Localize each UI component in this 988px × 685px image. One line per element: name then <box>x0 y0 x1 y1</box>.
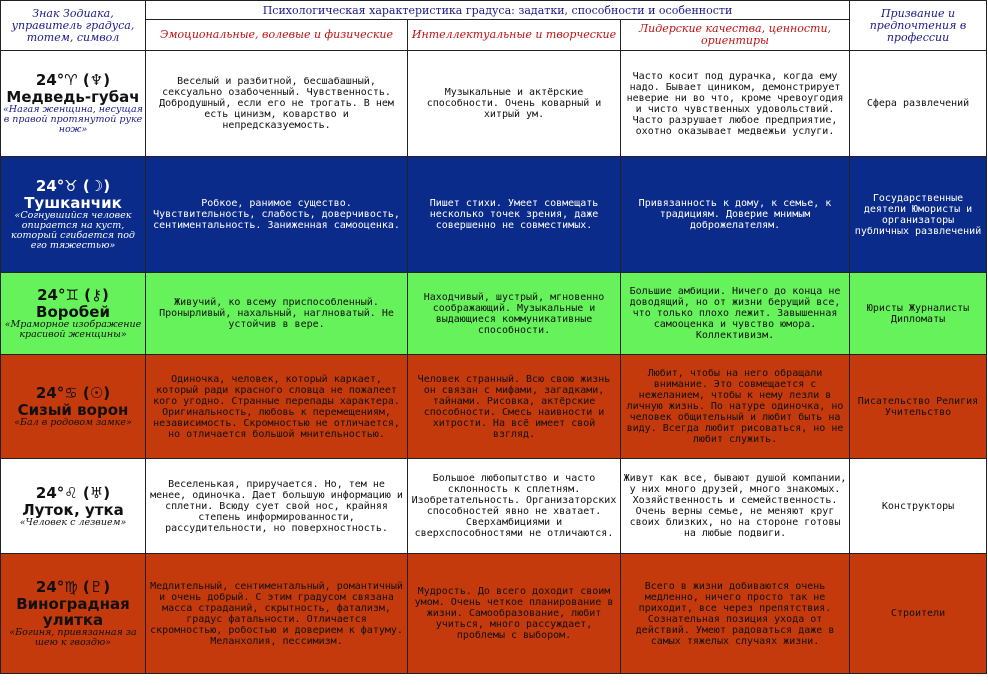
degree-symbol: 24°♋ (☉) <box>35 384 111 402</box>
degree-symbol: 24°♌ (♅) <box>35 483 111 502</box>
intellectual-cell: Пишет стихи. Умеет совмещать несколько точек зрения, даже совершенно не совместимых. <box>408 157 621 273</box>
leadership-cell: Большие амбиции. Ничего до конца не доводящий, но от жизни берущий все, что только плохо лежит. Завышенная самооценка и чувство юмора. Коллективизм. <box>621 273 850 355</box>
sign-cell <box>1 273 146 355</box>
totem-symbol: «Мраморное изображение красивой женщины» <box>4 319 142 340</box>
degree-row <box>1 51 987 157</box>
profession-cell: Писательство Религия Учительство <box>850 355 987 459</box>
totem-symbol: «Бал в родовом замке» <box>14 417 132 428</box>
header-emotional: Эмоциональные, волевые и физические <box>146 20 408 51</box>
degree-symbol: 24°♊ (⚷) <box>37 286 109 304</box>
degree-symbol: 24°♈ (♆) <box>35 71 111 89</box>
header-profession-column: Призвание и предпочтения в профессии <box>850 1 987 51</box>
degree-row <box>1 459 987 554</box>
profession-cell: Конструкторы <box>850 459 987 554</box>
totem-name: Медведь-губач <box>6 88 140 106</box>
totem-symbol: «Согнувшийся человек опирается на куст, который сгибается под его тяжестью» <box>11 210 135 251</box>
degree-row <box>1 157 987 273</box>
totem-symbol: «Человек с лезвием» <box>19 516 127 528</box>
header-leadership: Лидерские качества, ценности, ориентиры <box>621 20 850 51</box>
totem-symbol: «Нагая женщина, несущая в правой протянутой руке нож» <box>3 104 143 135</box>
degree-symbol: 24°♉ (☽) <box>35 177 111 195</box>
degree-row <box>1 355 987 459</box>
sign-cell <box>1 157 146 273</box>
intellectual-cell: Человек странный. Всю свою жизнь он связан с мифами, загадками, тайнами. Рисовка, актёрские способности. Смесь наивности и хитрости. На всё имеет свой взгляд. <box>408 355 621 459</box>
header-row-sub <box>1 20 987 51</box>
leadership-cell: Привязанность к дому, к семье, к традициям. Доверие мнимым доброжелателям. <box>621 157 850 273</box>
sign-cell <box>1 554 146 674</box>
header-intellectual: Интеллектуальные и творческие <box>408 20 621 51</box>
degree-row <box>1 554 987 674</box>
totem-name: Воробей <box>36 303 110 321</box>
totem-name: Виноградная улитка <box>16 595 130 629</box>
emotional-cell: Веселенькая, приручается. Но, тем не менее, одиночка. Дает большую информацию и сплетни. Всюду сует свой нос, крайняя степень информированности, рассудительности, но поверхностность. <box>146 459 408 554</box>
emotional-cell: Робкое, ранимое существо. Чувствительность, слабость, доверчивость, сентиментальность. Заниженная самооценка. <box>146 157 408 273</box>
header-row-top <box>1 1 987 20</box>
leadership-cell: Любит, чтобы на него обращали внимание. Это совмещается с нежеланием, чтобы к нему лезли в личную жизнь. По натуре одиночка, но человек общительный и любит быть на виду. Всегда любит рисоваться, но не любит служить. <box>621 355 850 459</box>
profession-cell: Юристы Журналисты Дипломаты <box>850 273 987 355</box>
sign-cell <box>1 355 146 459</box>
sign-cell <box>1 51 146 157</box>
totem-symbol: «Богиня, привязанная за шею к гвоздю» <box>9 627 137 648</box>
leadership-cell: Всего в жизни добиваются очень медленно, ничего просто так не приходит, все через препятствия. Сознательная позиция ухода от действий. Умеют радоваться даже в самых тяжелых случаях жизни. <box>621 554 850 674</box>
intellectual-cell: Большое любопытство и часто склонность к сплетням. Изобретательность. Организаторских способностей явно не хватает. Сверхамбициями и сверхспособностями не отличаются. <box>408 459 621 554</box>
emotional-cell: Медлительный, сентиментальный, романтичный и очень добрый. С этим градусом связана масса страданий, скрытность, фатализм, градус фатальности. Отличается скромностью, робостью и доверием к фатуму. Меланхолия, пессимизм. <box>146 554 408 674</box>
degree-row <box>1 273 987 355</box>
totem-name: Тушканчик <box>24 194 122 212</box>
leadership-cell: Живут как все, бывают душой компании, у них много друзей, много знакомых. Хозяйственность и семейственность. Очень верны семье, не меняют круг своих близких, но на стороне готовы на любые подвиги. <box>621 459 850 554</box>
intellectual-cell: Музыкальные и актёрские способности. Очень коварный и хитрый ум. <box>408 51 621 157</box>
degree-symbol: 24°♍ (♇) <box>35 578 111 596</box>
intellectual-cell: Находчивый, шустрый, мгновенно соображающий. Музыкальные и выдающиеся коммуникативные способности. <box>408 273 621 355</box>
sign-cell <box>1 459 146 554</box>
totem-name: Сизый ворон <box>17 401 129 419</box>
profession-cell: Сфера развлечений <box>850 51 987 157</box>
header-sign-column: Знак Зодиака, управитель градуса, тотем, символ <box>1 1 146 51</box>
emotional-cell: Живучий, ко всему приспособленный. Пронырливый, нахальный, наглноватый. Не устойчив в вере. <box>146 273 408 355</box>
emotional-cell: Одиночка, человек, который каркает, который ради красного словца не пожалеет кого угодно. Странные перепады характера. Оригинальность, любовь к перемещениям, независимость. Скромностью не отличается, но отличается большой мнительностью. <box>146 355 408 459</box>
intellectual-cell: Мудрость. До всего доходит своим умом. Очень четкое планирование в жизни. Самообразование, любит учиться, много рассуждает, проблемы с выбором. <box>408 554 621 674</box>
profession-cell: Государственные деятели Юмористы и организаторы публичных развлечений <box>850 157 987 273</box>
profession-cell: Строители <box>850 554 987 674</box>
leadership-cell: Часто косит под дурачка, когда ему надо. Бывает циником, демонстрирует неверие ни во что, кроме чревоугодия и чисто чувственных удовольствий. Часто разрушает любое предприятие, охотно оказывает медвежьи услуги. <box>621 51 850 157</box>
header-psych-characteristic: Психологическая характеристика градуса: задатки, способности и особенности <box>146 1 850 20</box>
emotional-cell: Веселый и разбитной, бесшабашный, сексуально озабоченный. Чувственность. Добродушный, если его не трогать. В нем есть цинизм, коварство и непредсказуемость. <box>146 51 408 157</box>
totem-name: Лутоκ, утка <box>22 500 124 519</box>
